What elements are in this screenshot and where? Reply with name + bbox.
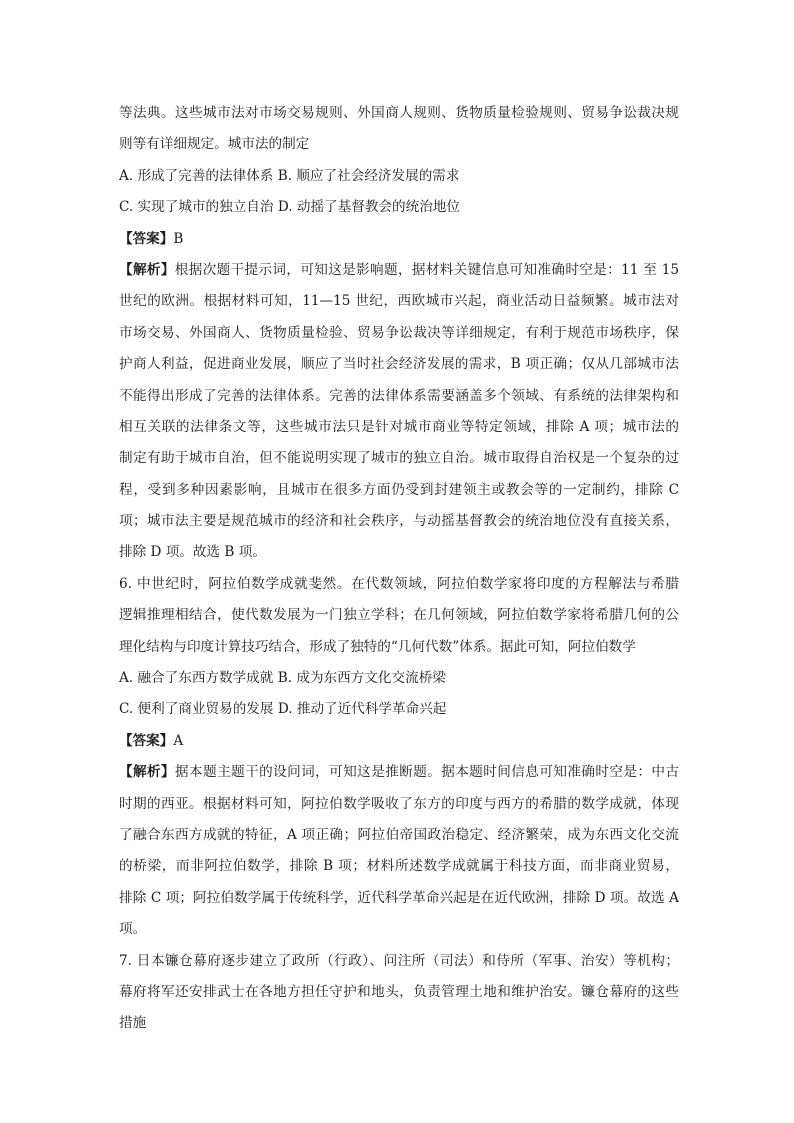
q6-stem-line: 逻辑推理相结合，使代数发展为一门独立学科；在几何领域，阿拉伯数学家将希腊几何的公: [119, 607, 679, 624]
q5-analysis-line: 世纪的欧洲。根据材料可知，11—15 世纪，西欧城市兴起，商业活动日益频繁。城市法对: [119, 293, 679, 310]
q5-options-cd: C. 实现了城市的独立自治 D. 动摇了基督教会的统治地位: [119, 199, 460, 216]
q5-analysis-line: 排除 D 项。故选 B 项。: [119, 544, 266, 561]
analysis-tag: 【解析】: [119, 764, 176, 781]
answer-value: B: [173, 230, 184, 247]
q5-analysis-line: 项；城市法主要是规范城市的经济和社会秩序，与动摇基督教会的统治地位没有直接关系，: [119, 513, 679, 530]
q5-analysis-line: 程，受到多种因素影响，且城市在很多方面仍受到封建领主或教会等的一定制约，排除 C: [119, 481, 679, 498]
q5-analysis-line: 护商人利益，促进商业发展，顺应了当时社会经济发展的需求，B 项正确；仅从几部城市法: [119, 356, 679, 373]
q6-analysis-line: 排除 C 项；阿拉伯数学属于传统科学，近代科学革命兴起是在近代欧洲，排除 D 项。故选 A: [119, 889, 679, 906]
q6-analysis-line: 的桥梁，而非阿拉伯数学，排除 B 项；材料所述数学成就属于科技方面，而非商业贸易，: [119, 858, 679, 875]
q5-stem-line: 则等有详细规定。城市法的制定: [119, 136, 310, 153]
q5-analysis-line: 制定有助于城市自治，但不能说明实现了城市的独立自治。城市取得自治权是一个复杂的过: [119, 450, 679, 467]
answer-value: A: [173, 732, 184, 749]
analysis-text: 据本题主题干的设问词，可知这是推断题。据本题时间信息可知准确时空是：中古: [175, 764, 679, 781]
answer-tag: 【答案】: [119, 732, 174, 749]
q6-stem-line: 6. 中世纪时，阿拉伯数学成就斐然。在代数领域，阿拉伯数学家将印度的方程解法与希腊: [119, 575, 679, 592]
q6-analysis-line: 时期的西亚。根据材料可知，阿拉伯数学吸收了东方的印度与西方的希腊的数学成就，体现: [119, 795, 679, 812]
q6-stem-line: 理化结构与印度计算技巧结合，形成了独特的“几何代数”体系。据此可知，阿拉伯数学: [119, 638, 636, 655]
q5-answer: [119, 224, 679, 255]
q6-answer: [119, 726, 679, 757]
q6-options-ab: A. 融合了东西方数学成就 B. 成为东西方文化交流桥梁: [119, 670, 446, 687]
q6-analysis-line: 了融合东西方成就的特征，A 项正确；阿拉伯帝国政治稳定、经济繁荣，成为东西文化交流: [119, 826, 679, 843]
q7-stem-line: 7. 日本镰仓幕府逐步建立了政所（行政）、问注所（司法）和侍所（军事、治安）等机构；: [119, 952, 679, 969]
q7-stem-line: 措施: [119, 1015, 147, 1032]
q6-analysis-line: 项。: [119, 921, 147, 938]
q7-stem-line: 幕府将军还安排武士在各地方担任守护和地头，负责管理土地和维护治安。镰仓幕府的这些: [119, 983, 679, 1000]
analysis-text: 根据次题干提示词，可知这是影响题，据材料关键信息可知准确时空是：11 至 15: [174, 261, 679, 278]
q6-analysis-line: [119, 757, 679, 788]
analysis-tag: 【解析】: [119, 261, 175, 278]
q5-analysis-line: 相互关联的法律条文等，这些城市法只是针对城市商业等特定领域，排除 A 项；城市法的: [119, 418, 679, 435]
q6-options-cd: C. 便利了商业贸易的发展 D. 推动了近代科学革命兴起: [119, 701, 447, 718]
q5-stem-line: 等法典。这些城市法对市场交易规则、外国商人规则、货物质量检验规则、贸易争讼裁决规: [119, 105, 679, 121]
document-page: [119, 98, 679, 1040]
answer-tag: 【答案】: [119, 230, 174, 247]
q5-analysis-line: 不能得出形成了完善的法律体系。完善的法律体系需要涵盖多个领域、有系统的法律架构和: [119, 387, 679, 404]
q5-options-ab: A. 形成了完善的法律体系 B. 顺应了社会经济发展的需求: [119, 167, 460, 184]
q5-analysis-line: [119, 255, 679, 286]
q5-analysis-line: 市场交易、外国商人、货物质量检验、贸易争讼裁决等详细规定，有利于规范市场秩序，保: [119, 324, 679, 341]
